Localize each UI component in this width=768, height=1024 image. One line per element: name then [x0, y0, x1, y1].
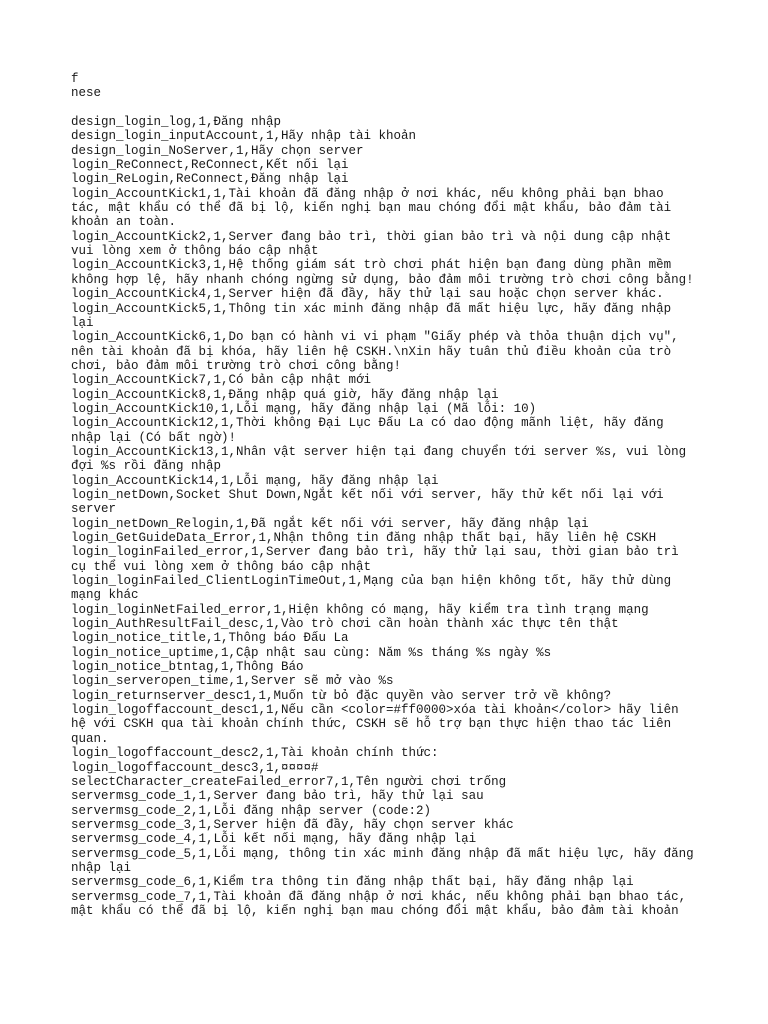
text-line: login_loginFailed_error,1,Server đang bảo trì, hãy thử lại sau, thời gian bảo trì: [71, 545, 679, 560]
text-line: nhập lại (Có bất ngờ)!: [71, 430, 237, 445]
text-line: login_logoffaccount_desc3,1,¤¤¤¤#: [71, 760, 319, 775]
text-line: vui lòng xem ở thông báo cập nhật: [71, 244, 319, 259]
text-line: login_netDown,Socket Shut Down,Ngắt kết nối với server, hãy thử kết nối lại với: [71, 487, 664, 502]
text-line: server: [71, 502, 117, 517]
text-line: login_AccountKick4,1,Server hiện đã đầy, hãy thử lại sau hoặc chọn server khác.: [71, 287, 664, 302]
text-line: [71, 101, 711, 115]
text-line: servermsg_code_5,1,Lỗi mạng, thông tin xác minh đăng nhập đã mất hiệu lực, hãy đăng: [71, 846, 694, 861]
text-line: login_AccountKick6,1,Do bạn có hành vi vi phạm "Giấy phép và thỏa thuận dịch vụ",: [71, 330, 679, 345]
text-line: login_AccountKick10,1,Lỗi mạng, hãy đăng nhập lại (Mã lỗi: 10): [71, 401, 537, 416]
text-line: servermsg_code_1,1,Server đang bảo trì, hãy thử lại sau: [71, 789, 484, 804]
text-line: đợi %s rồi đăng nhập: [71, 459, 222, 474]
text-line: login_notice_title,1,Thông báo Đấu La: [71, 631, 349, 646]
text-line: login_AccountKick12,1,Thời không Đại Lục Đấu La có dao động mãnh liệt, hãy đăng: [71, 416, 664, 431]
text-line: login_AccountKick8,1,Đăng nhập quá giờ, hãy đăng nhập lại: [71, 387, 499, 402]
text-line: f: [71, 72, 79, 86]
text-line: login_ReLogin,ReConnect,Đăng nhập lại: [71, 172, 349, 187]
text-line: nese: [71, 86, 102, 101]
text-line: chơi, bảo đảm môi trường trò chơi công bằng!: [71, 358, 402, 373]
text-line: login_AccountKick13,1,Nhân vật server hiện tại đang chuyển tới server %s, vui lòng: [71, 444, 687, 459]
text-line: khoản an toàn.: [71, 215, 177, 230]
text-line: login_AccountKick2,1,Server đang bảo trì, thời gian bảo trì và nội dung cập nhật: [71, 229, 672, 244]
text-line: servermsg_code_2,1,Lỗi đăng nhập server (code:2): [71, 803, 432, 818]
text-line: design_login_log,1,Đăng nhập: [71, 115, 282, 130]
text-line: login_loginFailed_ClientLoginTimeOut,1,Mạng của bạn hiện không tốt, hãy thử dùng: [71, 574, 672, 589]
text-line: selectCharacter_createFailed_error7,1,Tên người chơi trống: [71, 774, 507, 789]
text-line: lại: [71, 315, 94, 330]
text-line: cụ thể vui lòng xem ở thông báo cập nhật: [71, 559, 372, 574]
document-body: [71, 72, 711, 918]
text-line: login_AuthResultFail_desc,1,Vào trò chơi cần hoàn thành xác thực tên thật: [71, 617, 619, 632]
text-line: login_serveropen_time,1,Server sẽ mở vào %s: [71, 674, 394, 689]
text-line: login_ReConnect,ReConnect,Kết nối lại: [71, 158, 349, 173]
text-line: servermsg_code_3,1,Server hiện đã đầy, hãy chọn server khác: [71, 817, 514, 832]
text-line: login_loginNetFailed_error,1,Hiện không có mạng, hãy kiểm tra tình trạng mạng: [71, 602, 649, 617]
text-line: tác, mật khẩu có thể đã bị lộ, kiến nghị bạn mau chóng đổi mật khẩu, bảo đảm tài: [71, 201, 672, 216]
text-line: mạng khác: [71, 588, 139, 603]
text-line: login_AccountKick1,1,Tài khoản đã đăng nhập ở nơi khác, nếu không phải bạn bhao: [71, 186, 664, 201]
text-line: login_AccountKick3,1,Hệ thống giám sát trò chơi phát hiện bạn đang dùng phần mềm: [71, 258, 672, 273]
text-line: design_login_NoServer,1,Hãy chọn server: [71, 143, 364, 158]
text-line: mật khẩu có thể đã bị lộ, kiến nghị bạn mau chóng đổi mật khẩu, bảo đảm tài khoản: [71, 903, 679, 918]
text-line: login_logoffaccount_desc1,1,Nếu cần <color=#ff0000>xóa tài khoản</color> hãy liên: [71, 703, 679, 718]
text-line: login_netDown_Relogin,1,Đã ngắt kết nối với server, hãy đăng nhập lại: [71, 516, 589, 531]
text-line: hệ với CSKH qua tài khoản chính thức, CSKH sẽ hỗ trợ bạn thực hiện thao tác liên: [71, 717, 672, 732]
text-line: servermsg_code_6,1,Kiểm tra thông tin đăng nhập thất bại, hãy đăng nhập lại: [71, 875, 634, 890]
text-line: servermsg_code_4,1,Lỗi kết nối mạng, hãy đăng nhập lại: [71, 832, 477, 847]
text-line: servermsg_code_7,1,Tài khoản đã đăng nhập ở nơi khác, nếu không phải bạn bhao tác,: [71, 889, 687, 904]
text-line: login_GetGuideData_Error,1,Nhận thông tin đăng nhập thất bại, hãy liên hệ CSKH: [71, 531, 657, 545]
text-line: design_login_inputAccount,1,Hãy nhập tài khoản: [71, 129, 417, 144]
text-line: quan.: [71, 731, 109, 746]
text-line: login_logoffaccount_desc2,1,Tài khoản chính thức:: [71, 746, 439, 761]
text-line: login_AccountKick14,1,Lỗi mạng, hãy đăng nhập lại: [71, 473, 439, 488]
text-line: login_notice_btntag,1,Thông Báo: [71, 660, 304, 675]
text-line: login_AccountKick5,1,Thông tin xác minh đăng nhập đã mất hiệu lực, hãy đăng nhập: [71, 301, 672, 316]
text-line: nên tài khoản đã bị khóa, hãy liên hệ CSKH.\nXin hãy tuân thủ điều khoản của trò: [71, 344, 672, 359]
text-line: login_notice_uptime,1,Cập nhật sau cùng: Năm %s tháng %s ngày %s: [71, 645, 552, 660]
text-line: nhập lại: [71, 860, 132, 875]
text-line: không hợp lệ, hãy nhanh chóng ngừng sử dụng, bảo đảm môi trường trò chơi công bằng!: [71, 272, 694, 287]
text-line: login_returnserver_desc1,1,Muốn từ bỏ đặc quyền vào server trở về không?: [71, 688, 612, 703]
text-line: login_AccountKick7,1,Có bản cập nhật mới: [71, 373, 372, 388]
